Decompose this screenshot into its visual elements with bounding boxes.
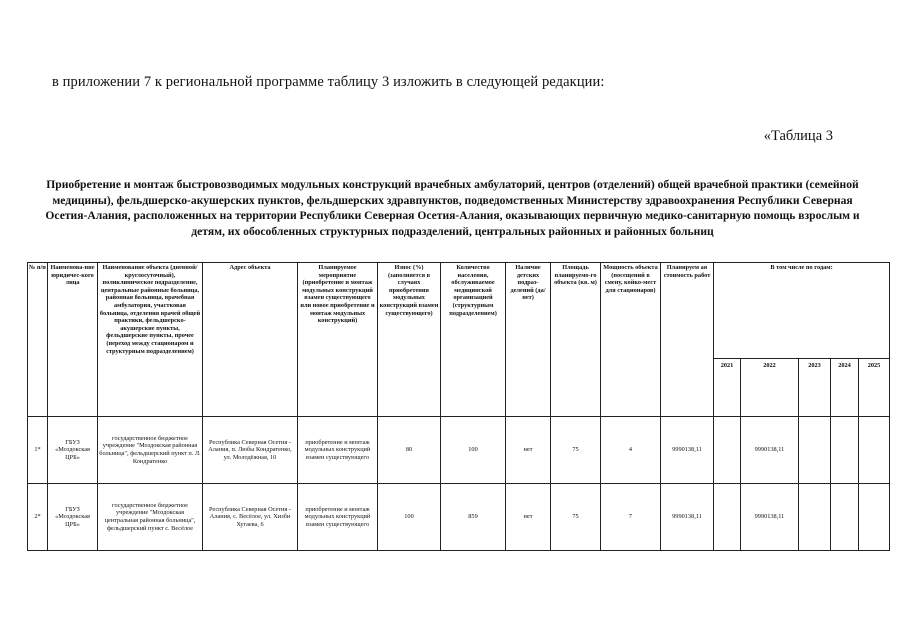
year-header: 2021: [714, 359, 741, 417]
col-object-header: Наименование объекта (дневной/ круглосуточный), поликлиническое подразделение, центральные районные больница, районная больница, врачебная амбулатория, участковая больница, отделения врачей общей практики, фельдшерско-акушерские пункты, фельдшерские пункты, прочее (переход между стационаром и структурным подразделением): [98, 263, 203, 417]
col-population-header: Количество населения, обслуживаемое медицинской организацией (структурным подразделением): [441, 263, 506, 417]
table-heading: Приобретение и монтаж быстровозводимых модульных конструкций врачебных амбулаторий, центров (отделений) общей врачебной практики (семейной медицины), фельдшерско-акушерских пунктов, фельдшерских здравпунктов, подведомственных Министерству здравоохранения Республики Северная Осетия-Алания, расположенных на территории Республики Северная Осетия-Алания, оказывающих первичную медико-санитарную помощь взрослым и детям, их обособленных структурных подразделений, центральных районных и районных больниц: [45, 178, 860, 238]
header-row: [28, 263, 890, 359]
col-wear-header: Износ (%) (заполняется в случаях приобретения модульных конструкций взамен существующего): [378, 263, 441, 417]
cell-y2025: [859, 417, 890, 484]
year-header: 2022: [741, 359, 799, 417]
cell-population: 859: [441, 484, 506, 551]
cell-y2022: 9990138,11: [741, 484, 799, 551]
cell-activity: приобретение и монтаж модульных конструкций взамен существующего: [298, 417, 378, 484]
cell-y2025: [859, 484, 890, 551]
cell-y2024: [831, 484, 859, 551]
years-group-header: В том числе по годам:: [714, 263, 890, 359]
intro-text: в приложении 7 к региональной программе таблицу 3 изложить в следующей редакции:: [52, 74, 605, 90]
cell-area: 75: [551, 484, 601, 551]
cell-num: 2*: [28, 484, 48, 551]
cell-transport: нет: [506, 484, 551, 551]
cell-capacity: 4: [601, 417, 661, 484]
cell-wear: 100: [378, 484, 441, 551]
cell-y2024: [831, 417, 859, 484]
table-label: «Таблица 3: [763, 128, 833, 144]
year-header: 2024: [831, 359, 859, 417]
table-row: [28, 484, 890, 551]
cell-transport: нет: [506, 417, 551, 484]
cell-address: Республика Северная Осетия - Алания, п. Любы Кондратенко, ул. Молодёжная, 10: [203, 417, 298, 484]
cell-num: 1*: [28, 417, 48, 484]
year-header: 2023: [799, 359, 831, 417]
cell-object: государственное бюджетное учреждение "Моздокская районная больница", фельдшерский пункт п. Л. Кондратенко: [98, 417, 203, 484]
col-num-header: № п/п: [28, 263, 48, 417]
cell-object: государственное бюджетное учреждение "Моздокская центральная районная больница", фельдшерский пункт с. Весёлое: [98, 484, 203, 551]
objects-table: [27, 262, 890, 551]
cell-y2021: [714, 484, 741, 551]
cell-capacity: 7: [601, 484, 661, 551]
cell-wear: 80: [378, 417, 441, 484]
col-area-header: Площадь планируемо-го объекта (кв. м): [551, 263, 601, 417]
cell-y2022: 9990138,11: [741, 417, 799, 484]
cell-cost: 9990138,11: [661, 417, 714, 484]
cell-area: 75: [551, 417, 601, 484]
cell-cost: 9990138,11: [661, 484, 714, 551]
cell-activity: приобретение и монтаж модульных конструкций взамен существующего: [298, 484, 378, 551]
cell-legal: ГБУЗ «Моздокская ЦРБ»: [48, 484, 98, 551]
table-row: [28, 417, 890, 484]
col-capacity-header: Мощность объекта (посещений в смену, койко-мест для стационаров): [601, 263, 661, 417]
cell-population: 100: [441, 417, 506, 484]
year-header: 2025: [859, 359, 890, 417]
cell-y2023: [799, 484, 831, 551]
col-legal-header: Наименова-ние юридичес-кого лица: [48, 263, 98, 417]
cell-y2023: [799, 417, 831, 484]
col-cost-header: Планируем ая стоимость работ: [661, 263, 714, 417]
col-transport-header: Наличие детских подраз-делений (да/нет): [506, 263, 551, 417]
cell-legal: ГБУЗ «Моздокская ЦРБ»: [48, 417, 98, 484]
cell-y2021: [714, 417, 741, 484]
col-activity-header: Планируемое мероприятие (приобретение и монтаж модульных конструкций взамен существующего или новое приобретение и монтаж модульных конструкций): [298, 263, 378, 417]
col-address-header: Адрес объекта: [203, 263, 298, 417]
cell-address: Республика Северная Осетия - Алания, с. Весёлое, ул. Хизби Хугаева, 6: [203, 484, 298, 551]
